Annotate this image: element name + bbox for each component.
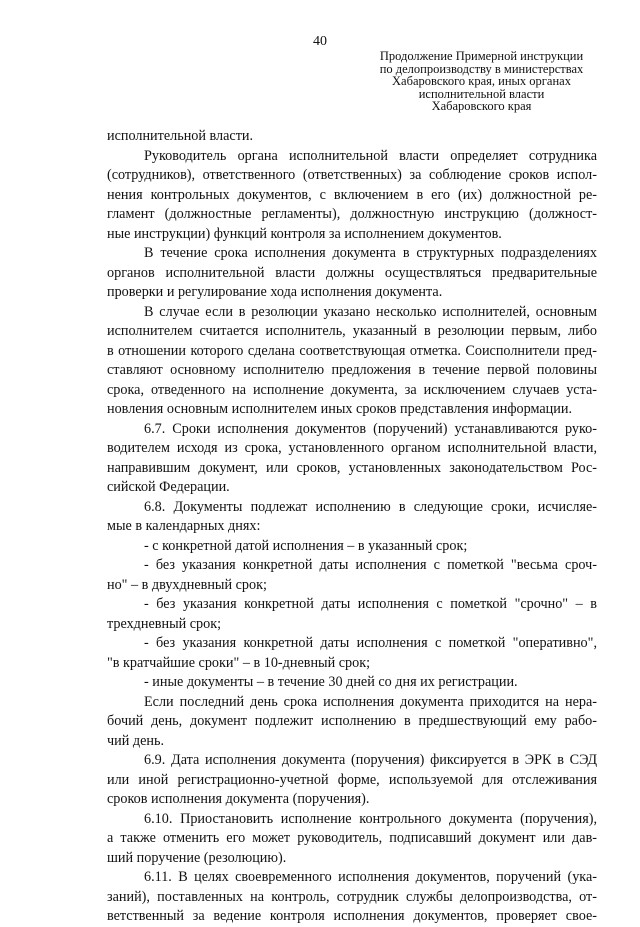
body-line: органов исполнительной власти должны осуществляться предварительные <box>107 264 597 281</box>
body-line: мые в календарных днях: <box>107 518 261 534</box>
body-line: ший поручение (резолюцию). <box>107 849 287 866</box>
header-line: Продолжение Примерной инструкции <box>379 49 584 63</box>
document-header <box>359 50 604 113</box>
header-line: по делопроизводству в министерствах <box>379 61 584 76</box>
body-line: - иные документы – в течение 30 дней со дня их регистрации. <box>144 674 518 690</box>
body-line: бочий день, документ подлежит исполнению в предшествующий ему рабо- <box>107 713 597 729</box>
body-line: ные инструкции) функций контроля за исполнением документов. <box>107 225 502 242</box>
body-line: исполнителем считается исполнитель, указанный в резолюции первым, либо <box>107 323 597 339</box>
body-line: 6.8. Документы подлежат исполнению в следующие сроки, исчисляе- <box>144 498 597 515</box>
body-line: В течение срока исполнения документа в структурных подразделениях <box>144 245 597 261</box>
document-body <box>107 127 597 927</box>
body-line: чий день. <box>107 732 164 749</box>
header-line: Хабаровского края <box>431 99 532 113</box>
body-line: в отношении которого сделана соответствующая отметка. Соисполнители пред- <box>107 342 597 359</box>
body-line: 6.7. Сроки исполнения документов (поручений) устанавливаются руко- <box>144 420 597 437</box>
body-line: трехдневный срок; <box>107 615 222 632</box>
body-line: новления основным исполнителем иных сроков представления информации. <box>107 401 572 417</box>
body-line: или иной регистрационно-учетной форме, используемой для отслеживания <box>107 771 597 788</box>
body-line: заний), поставленных на контроль, сотрудник службы делопроизводства, от- <box>107 888 597 905</box>
body-line: сийской Федерации. <box>107 479 230 495</box>
body-line: направившим документ, или сроков, установленных законодательством Рос- <box>107 459 597 476</box>
body-line: - без указания конкретной даты исполнения с пометкой "весьма сроч- <box>144 557 597 573</box>
header-line: Хабаровского края, иных органах <box>392 74 571 88</box>
body-line: но" – в двухдневный срок; <box>107 576 267 593</box>
body-line: 6.9. Дата исполнения документа (поручения) фиксируется в ЭРК в СЭД <box>144 752 597 768</box>
header-line: исполнительной власти <box>418 86 545 101</box>
body-line: 6.11. В целях своевременного исполнения документов, поручений (ука- <box>144 869 597 885</box>
body-line: исполнительной власти. <box>107 128 254 144</box>
page-number: 40 <box>313 34 327 49</box>
body-line: нения контрольных документов, с включением в его (их) должностной ре- <box>107 186 597 203</box>
body-line: (сотрудников), ответственного (ответственных) за соблюдение сроков испол- <box>107 167 597 183</box>
body-line: а также отменить его может руководитель, подписавший документ или дав- <box>107 830 597 846</box>
body-line: - без указания конкретной даты исполнения с пометкой "срочно" – в <box>144 596 597 612</box>
body-line: В случае если в резолюции указано несколько исполнителей, основным <box>144 303 597 320</box>
body-line: гламент (должностные регламенты), должностную инструкцию (должност- <box>107 206 597 222</box>
body-line: - с конкретной датой исполнения – в указанный срок; <box>144 537 468 554</box>
body-line: срока, отведенного на исполнение документа, за исключением случаев уста- <box>107 381 597 398</box>
body-line: сроков исполнения документа (поручения). <box>107 791 370 807</box>
body-line: - без указания конкретной даты исполнения с пометкой "оперативно", <box>144 635 597 651</box>
body-line: проверки и регулирование хода исполнения документа. <box>107 284 443 300</box>
body-line: "в кратчайшие сроки" – в 10-дневный срок; <box>107 654 371 671</box>
body-line: водителем исходя из срока, установленного органом исполнительной власти, <box>107 440 597 456</box>
body-line: Если последний день срока исполнения документа приходится на нера- <box>144 693 597 710</box>
body-line: 6.10. Приостановить исполнение контрольного документа (поручения), <box>144 810 597 827</box>
body-line: Руководитель органа исполнительной власти определяет сотрудника <box>144 147 597 164</box>
body-line: ставляют основному исполнителю предложения в течение первой половины <box>107 362 597 378</box>
body-line: ветственный за ведение контроля исполнения документов, проверяет свое- <box>107 908 597 924</box>
